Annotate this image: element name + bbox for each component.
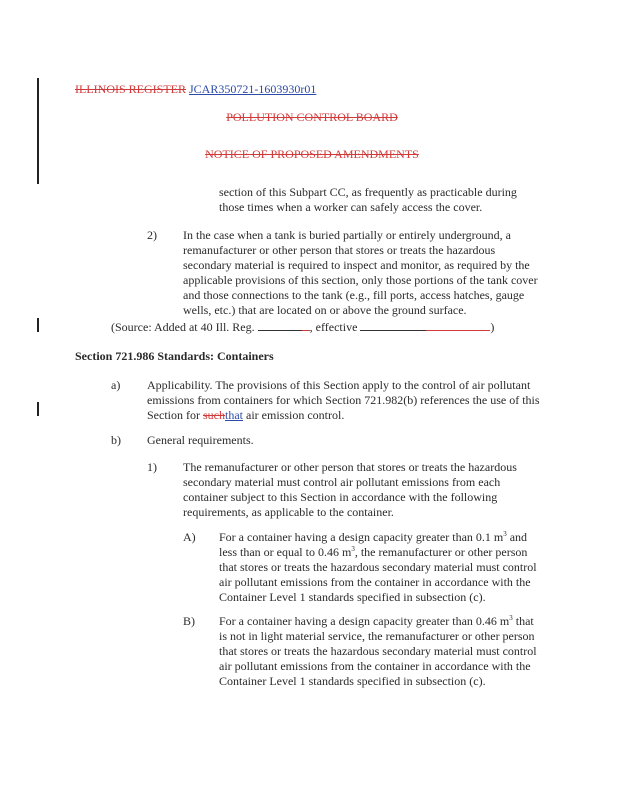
item-a-line: Applicability. The provisions of this Section apply to the control of air pollutant <box>147 378 531 392</box>
item-B-line-1: For a container having a design capacity greater than 0.46 $m^3$ that <box>219 614 534 628</box>
item-2-line: secondary material is required to inspect and monitor, as required by the <box>183 258 530 272</box>
item-a-line-3: Section for suchthat air emission control. <box>147 408 345 422</box>
item-A-line-2: less than or equal to 0.46 $m^3$, the remanufacturer or other person <box>219 545 528 559</box>
item-B-line: air pollutant emissions from the container in accordance with the <box>219 659 531 673</box>
item-b1-line: secondary material must control air pollutant emissions from each <box>183 475 501 489</box>
change-bar-source <box>37 318 39 332</box>
struck-word: such <box>203 408 225 422</box>
item-B-line: Container Level 1 standards specified in subsection (c). <box>219 674 486 688</box>
item-B-label: B) <box>183 614 195 628</box>
source-note <box>111 320 494 336</box>
source-end: ) <box>490 320 495 334</box>
source-blank-register-ins <box>302 320 310 331</box>
source-prefix: (Source: Added at 40 Ill. Reg. <box>111 320 255 334</box>
item-2-line: remanufacturer or other person that stores or treats the hazardous <box>183 243 496 257</box>
item-b-text: General requirements. <box>147 433 254 447</box>
inserted-word: that <box>225 408 243 422</box>
item-2-line: applicable provisions of this section, only those portions of the tank cover <box>183 273 538 287</box>
item-b1-line: requirements, as applicable to the container. <box>183 505 394 519</box>
item-b1-line: container subject to this Section in accordance with the following <box>183 490 498 504</box>
board-title: POLLUTION CONTROL BOARD <box>226 110 398 124</box>
section-heading: Section 721.986 Standards: Containers <box>75 349 274 363</box>
item-a-label: a) <box>111 378 121 392</box>
item-b-label: b) <box>111 433 121 447</box>
change-bar-applicability <box>37 402 39 416</box>
item-b1-label: 1) <box>147 460 157 474</box>
source-blank-effective <box>360 320 426 331</box>
item-A-line: air pollutant emissions from the container in accordance with the <box>219 575 531 589</box>
item-A-line-1: For a container having a design capacity greater than 0.1 $m^3$ and <box>219 530 528 544</box>
register-struck: ILLINOIS REGISTER <box>75 82 186 96</box>
item-A-line: that stores or treats the hazardous secondary material must control <box>219 560 537 574</box>
source-blank-effective-ins <box>426 320 490 331</box>
item-b1-line: The remanufacturer or other person that stores or treats the hazardous <box>183 460 517 474</box>
item-B-line: that stores or treats the hazardous secondary material must control <box>219 644 537 658</box>
notice-title: NOTICE OF PROPOSED AMENDMENTS <box>205 147 419 161</box>
item-a-line: emissions from containers for which Section 721.982(b) references the use of this <box>147 393 540 407</box>
continuation-line-1: section of this Subpart CC, as frequently as practicable during <box>219 185 517 199</box>
item-A-label: A) <box>183 530 196 544</box>
continuation-line-2: those times when a worker can safely access the cover. <box>219 200 483 214</box>
item-B-line: is not in light material service, the remanufacturer or other person <box>219 629 535 643</box>
item-A-line: Container Level 1 standards specified in subsection (c). <box>219 590 486 604</box>
item-2-line: and those connections to the tank (e.g., fill ports, access hatches, gauge <box>183 288 525 302</box>
change-bar-header <box>37 78 39 184</box>
register-header <box>75 82 316 98</box>
register-inserted: JCAR350721-1603930r01 <box>189 82 317 96</box>
item-2-line: wells, etc.) that are located on or above the ground surface. <box>183 303 467 317</box>
item-2-label: 2) <box>147 228 157 242</box>
source-mid: , effective <box>309 320 358 334</box>
item-2-line: In the case when a tank is buried partially or entirely underground, a <box>183 228 512 242</box>
source-blank-register <box>258 320 302 331</box>
